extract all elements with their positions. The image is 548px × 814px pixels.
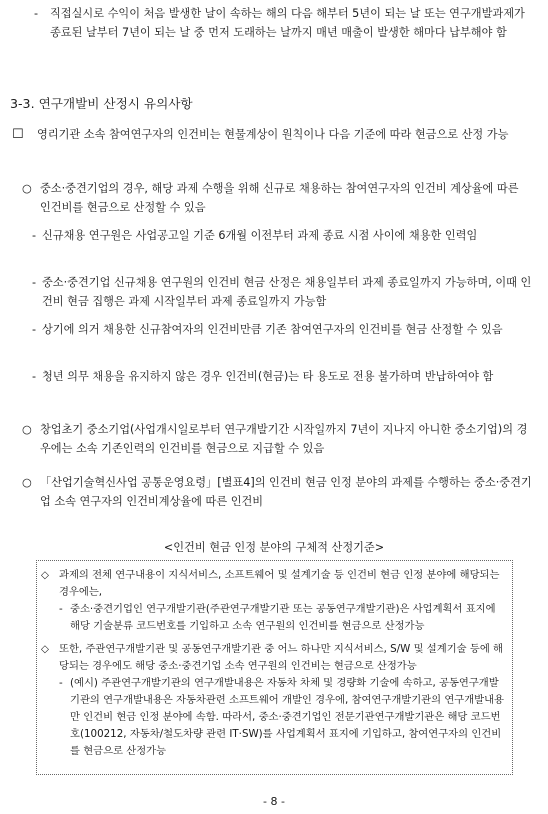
box-item-text: 또한, 주관연구개발기관 및 공동연구개발기관 중 어느 하나만 지식서비스, S/W 및 설계기술 등에 해당되는 경우에도 해당 중소·중견기업 소속 연구원의 인건비는 현금으로 산정가능 — [59, 643, 503, 672]
dash-item-text: 청년 의무 채용을 유지하지 않은 경우 인건비(현금)는 타 용도로 전용 불가하며 반납하여야 함 — [42, 370, 494, 383]
main-item-text: 영리기관 소속 참여연구자의 인건비는 현물계상이 원칙이나 다음 기준에 따라 현금으로 산정 가능 — [37, 128, 509, 141]
circle-item-text: 창업초기 중소기업(사업개시일로부터 연구개발기간 시작일까지 7년이 지나지 아니한 중소기업)의 경우에는 소속 기존인력의 인건비를 현금으로 지급할 수 있음 — [40, 423, 528, 455]
circle-item-text: 「산업기술혁신사업 공통운영요령」[별표4]의 인건비 현금 인정 분야의 과제를 수행하는 중소·중견기업 소속 연구자의 인건비계상율에 따른 인건비 — [40, 476, 532, 508]
box-sub-item-text: 중소·중견기업인 연구개발기관(주관연구개발기관 또는 공동연구개발기관)은 사업계획서 표지에 해당 기술분류 코드번호를 기입하고 소속 연구원의 인건비를 현금으로 산정가능 — [70, 603, 496, 632]
circle-marker: ○ — [22, 423, 32, 436]
diamond-marker: ◇ — [41, 569, 49, 581]
dash-marker: - — [59, 677, 63, 689]
box-sub-item-text: (예시) 주관연구개발기관의 연구개발내용은 자동차 차체 및 경량화 기술에 속하고, 공동연구개발기관의 연구개발내용은 자동차관련 소프트웨어 개발인 경우에, 참여연구개발기관의 연구개발내용만 인건비 현금 인정 분야에 속함. 따라서, 중소·중견기업인 전문기관연구개발기관은 해당 코드번호(100212, 자동차/철도차량 관련 IT·SW)를 사업계획서 표지에 기입하고, 참여연구자의 인건비를 현금으로 산정가능 — [70, 677, 505, 757]
dash-marker: - — [59, 603, 63, 615]
dash-item-text: 신규채용 연구원은 사업공고일 기준 6개월 이전부터 과제 종료 시점 사이에 채용한 인력임 — [42, 229, 478, 242]
circle-item-text: 중소·중견기업의 경우, 해당 과제 수행을 위해 신규로 채용하는 참여연구자의 인건비 계상율에 따른 인건비를 현금으로 산정할 수 있음 — [40, 182, 519, 214]
dash-marker: - — [32, 276, 37, 289]
dash-marker: - — [32, 370, 37, 383]
dash-marker: - — [32, 229, 37, 242]
box-item-text: 과제의 전체 연구내용이 지식서비스, 소프트웨어 및 설계기술 등 인건비 현금 인정 분야에 해당되는 경우에는, — [59, 569, 500, 598]
diamond-marker: ◇ — [41, 643, 49, 655]
dash-marker: - — [34, 7, 39, 20]
checkbox-marker: ☐ — [12, 127, 24, 142]
criteria-box — [36, 560, 513, 775]
box-title: <인건비 현금 인정 분야의 구체적 산정기준> — [163, 541, 385, 554]
page-number: - 8 - — [263, 795, 285, 808]
dash-item-text: 중소·중견기업 신규채용 연구원의 인건비 현금 산정은 채용일부터 과제 종료일까지 가능하며, 이때 인건비 현금 집행은 과제 시작일부터 과제 종료일까지 가능함 — [42, 276, 532, 308]
dash-marker: - — [32, 323, 37, 336]
top-note-text: 직접실시로 수익이 처음 발생한 날이 속하는 해의 다음 해부터 5년이 되는 날 또는 연구개발과제가 종료된 날부터 7년이 되는 날 중 먼저 도래하는 날까지 매년 매출이 발생한 해마다 납부해야 함 — [50, 7, 525, 39]
circle-marker: ○ — [22, 476, 32, 489]
section-heading: 3-3. 연구개발비 산정시 유의사항 — [10, 96, 193, 111]
circle-marker: ○ — [22, 182, 32, 195]
dash-item-text: 상기에 의거 채용한 신규참여자의 인건비만큼 기존 참여연구자의 인건비를 현금 산정할 수 있음 — [42, 323, 503, 336]
